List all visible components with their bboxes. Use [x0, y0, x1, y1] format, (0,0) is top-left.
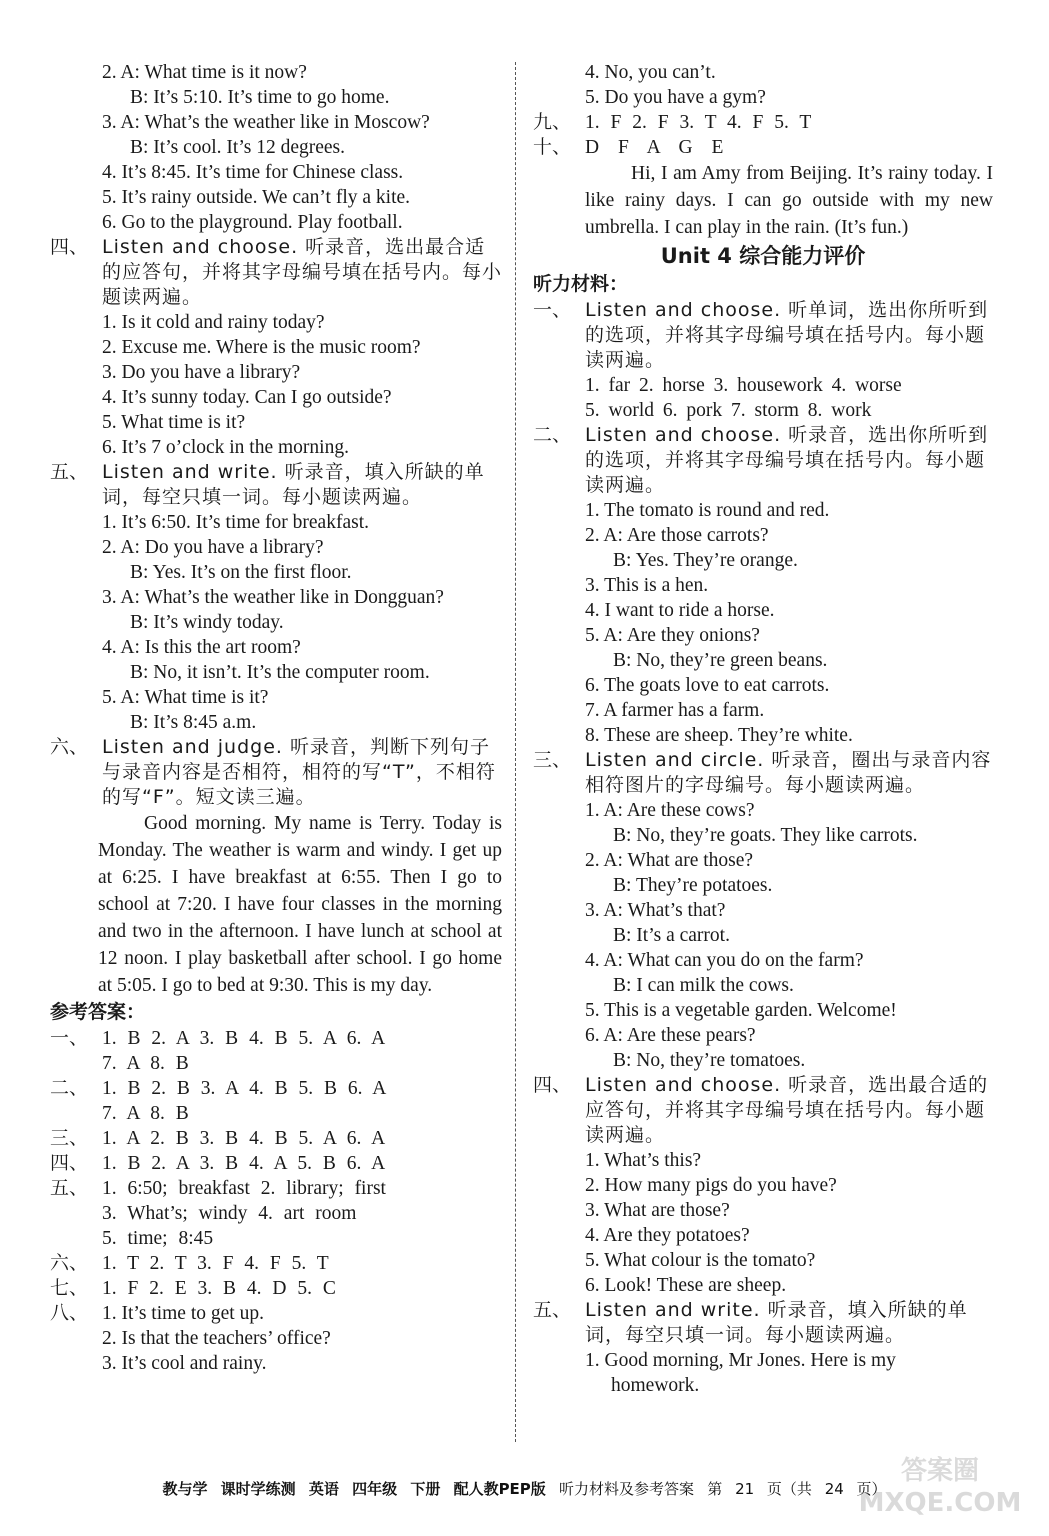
line: 1. The tomato is round and red.	[585, 500, 830, 521]
line: 3. A: What’s the weather like in Dongguan?	[102, 587, 444, 608]
line: B: I can milk the cows.	[613, 975, 794, 996]
line: 6. It’s 7 o’clock in the morning.	[102, 437, 349, 458]
left-column	[50, 60, 502, 1376]
section-marker: 四、	[50, 236, 89, 258]
line: 3. A: What’s the weather like in Moscow?	[102, 112, 430, 133]
section-marker: 四、	[533, 1074, 572, 1096]
answer-text	[102, 1126, 502, 1151]
line: 2. How many pigs do you have?	[585, 1175, 837, 1196]
line: 1. Good morning, Mr Jones. Here is my	[585, 1350, 896, 1371]
answer-row	[50, 1251, 502, 1276]
answer-line: 1. 6:50; breakfast 2. library; first	[102, 1178, 386, 1199]
answers-heading: 参考答案：	[50, 1001, 146, 1023]
answer-text: D F A G E	[585, 137, 724, 158]
instruction-text: Listen and write. 听录音，填入所缺的单词，每空只填一词。每小题读两遍。	[102, 461, 485, 508]
line: 1. Is it cold and rainy today?	[102, 312, 325, 333]
answer-text	[102, 1026, 502, 1076]
answer-line: 1. B 2. A 3. B 4. A 5. B 6. A	[102, 1153, 386, 1174]
line: 4. Are they potatoes?	[585, 1225, 750, 1246]
line: 3. Do you have a library?	[102, 362, 301, 383]
section-marker: 七、	[50, 1277, 89, 1299]
section-marker: 二、	[533, 424, 572, 446]
answer-text	[102, 1301, 502, 1376]
answer-text	[102, 1251, 502, 1276]
line: 3. This is a hen.	[585, 575, 709, 596]
section-6-instructions	[50, 735, 502, 810]
line: B: It’s 5:10. It’s time to go home.	[130, 87, 390, 108]
answer-line: 1. F 2. E 3. B 4. D 5. C	[102, 1278, 336, 1299]
line: B: Yes. It’s on the first floor.	[130, 562, 352, 583]
answer-row	[50, 1276, 502, 1301]
section-marker: 二、	[50, 1077, 89, 1099]
line: 5. It’s rainy outside. We can’t fly a kite.	[102, 187, 411, 208]
instruction-text: Listen and write. 听录音，填入所缺的单词，每空只填一词。每小题读两遍。	[585, 1299, 968, 1346]
line: 5. What colour is the tomato?	[585, 1250, 816, 1271]
section-4-instructions	[533, 1073, 993, 1148]
answer-text	[102, 1076, 502, 1126]
line: homework.	[611, 1375, 700, 1396]
section-marker: 八、	[50, 1302, 89, 1324]
passage-text: Good morning. My name is Terry. Today is Monday. The weather is warm and windy. I get up at 6:25. I have breakfast at 6:55. Then I go to school at 7:20. I have four classes in the morning and two in the afternoon. I have lunch at school at 12 noon. I play basketball after school. I go home at 5:05. I go to bed at 9:30. This is my day.	[98, 813, 502, 996]
line: 5. What time is it?	[102, 412, 246, 433]
section-marker: 三、	[533, 749, 572, 771]
section-5-instructions	[50, 460, 502, 510]
answer-row	[50, 1026, 502, 1076]
unit-title: Unit 4 综合能力评价	[660, 244, 866, 268]
section-marker: 五、	[50, 461, 89, 483]
section-marker: 一、	[533, 299, 572, 321]
line: B: No, they’re green beans.	[613, 650, 828, 671]
line: 6. A: Are these pears?	[585, 1025, 756, 1046]
section-marker: 四、	[50, 1152, 89, 1174]
line: 5. Do you have a gym?	[585, 87, 766, 108]
book-series: 教与学 课时学练测 英语 四年级 下册 配人教PEP版	[162, 1480, 546, 1498]
answer-row	[533, 135, 993, 160]
passage	[50, 810, 502, 999]
line: 3. A: What’s that?	[585, 900, 726, 921]
watermark-text: 答案圈 MXQE.COM	[858, 1456, 1022, 1518]
answer-row	[533, 110, 993, 135]
answer-row	[50, 1151, 502, 1176]
line: 1. far 2. horse 3. housework 4. worse	[585, 375, 902, 396]
section-marker: 五、	[50, 1177, 89, 1199]
line: B: It’s a carrot.	[613, 925, 730, 946]
line: 6. Go to the playground. Play football.	[102, 212, 403, 233]
line: B: No, they’re goats. They like carrots.	[613, 825, 918, 846]
line: B: No, they’re tomatoes.	[613, 1050, 806, 1071]
line: B: No, it isn’t. It’s the computer room.	[130, 662, 430, 683]
page-number: 第 21 页（共 24 页）	[707, 1480, 887, 1498]
section-marker: 一、	[50, 1027, 89, 1049]
section-marker: 六、	[50, 1252, 89, 1274]
watermark-logo	[850, 1455, 1030, 1525]
line: 2. A: Are those carrots?	[585, 525, 769, 546]
line: 1. What’s this?	[585, 1150, 702, 1171]
answer-text	[102, 1151, 502, 1176]
answer-line: 5. time; 8:45	[102, 1228, 214, 1249]
line: 2. Excuse me. Where is the music room?	[102, 337, 421, 358]
line: 5. world 6. pork 7. storm 8. work	[585, 400, 872, 421]
line: 5. A: Are they onions?	[585, 625, 760, 646]
line: 4. A: Is this the art room?	[102, 637, 301, 658]
section-1-instructions	[533, 298, 993, 373]
footer-section: 听力材料及参考答案	[559, 1480, 695, 1498]
answer-text: 1. F 2. F 3. T 4. F 5. T	[585, 112, 812, 133]
answer-line: 7. A 8. B	[102, 1053, 189, 1074]
instruction-text: Listen and choose. 听录音，选出最合适的应答句，并将其字母编号填在括号内。每小题读两遍。	[102, 236, 503, 308]
line: 1. It’s 6:50. It’s time for breakfast.	[102, 512, 369, 533]
line: B: It’s windy today.	[130, 612, 284, 633]
answer-line: 1. B 2. A 3. B 4. B 5. A 6. A	[102, 1028, 386, 1049]
instruction-text: Listen and judge. 听录音，判断下列句子与录音内容是否相符，相符的写“T”，不相符的写“F”。短文读三遍。	[102, 736, 496, 808]
line: 6. Look! These are sheep.	[585, 1275, 787, 1296]
line: 4. It’s 8:45. It’s time for Chinese class.	[102, 162, 404, 183]
line: 5. This is a vegetable garden. Welcome!	[585, 1000, 897, 1021]
line: 6. The goats love to eat carrots.	[585, 675, 830, 696]
answer-line: 1. T 2. T 3. F 4. F 5. T	[102, 1253, 329, 1274]
line: 4. A: What can you do on the farm?	[585, 950, 864, 971]
instruction-text: Listen and choose. 听录音，选出最合适的应答句，并将其字母编号填在括号内。每小题读两遍。	[585, 1074, 989, 1146]
line: B: They’re potatoes.	[613, 875, 773, 896]
right-column	[533, 60, 993, 1398]
line: 2. A: What are those?	[585, 850, 754, 871]
section-marker: 三、	[50, 1127, 89, 1149]
section-2-instructions	[533, 423, 993, 498]
answer-line: 1. A 2. B 3. B 4. B 5. A 6. A	[102, 1128, 386, 1149]
line: 2. A: Do you have a library?	[102, 537, 324, 558]
answer-row	[50, 1176, 502, 1251]
answer-line: 2. Is that the teachers’ office?	[102, 1328, 331, 1349]
section-marker: 六、	[50, 736, 89, 758]
answer-line: 7. A 8. B	[102, 1103, 189, 1124]
line: 8. These are sheep. They’re white.	[585, 725, 853, 746]
line: 2. A: What time is it now?	[102, 62, 307, 83]
answer-line: 3. It’s cool and rainy.	[102, 1353, 267, 1374]
line: 5. A: What time is it?	[102, 687, 269, 708]
section-marker: 十、	[533, 136, 572, 158]
section-5-instructions	[533, 1298, 993, 1348]
answer-row	[50, 1126, 502, 1151]
answer-line: 1. B 2. B 3. A 4. B 5. B 6. A	[102, 1078, 387, 1099]
answer-text	[102, 1176, 502, 1251]
answer-line: 3. What’s; windy 4. art room	[102, 1203, 357, 1224]
line: 4. I want to ride a horse.	[585, 600, 775, 621]
section-marker: 九、	[533, 111, 572, 133]
line: B: Yes. They’re orange.	[613, 550, 798, 571]
passage-text: Hi, I am Amy from Beijing. It’s rainy today. I like rainy days. I can go outside with my new umbrella. I can play in the rain. (It’s fun.)	[585, 163, 993, 238]
line: 4. No, you can’t.	[585, 62, 716, 83]
instruction-text: Listen and circle. 听录音，圈出与录音内容相符图片的字母编号。每小题读两遍。	[585, 749, 992, 796]
line: 3. What are those?	[585, 1200, 730, 1221]
line: B: It’s 8:45 a.m.	[130, 712, 257, 733]
line: 1. A: Are these cows?	[585, 800, 755, 821]
section-marker: 五、	[533, 1299, 572, 1321]
line: B: It’s cool. It’s 12 degrees.	[130, 137, 346, 158]
instruction-text: Listen and choose. 听单词，选出你所听到的选项，并将其字母编号填在括号内。每小题读两遍。	[585, 299, 989, 371]
passage	[533, 160, 993, 241]
line: 4. It’s sunny today. Can I go outside?	[102, 387, 392, 408]
column-divider	[515, 62, 516, 1442]
section-3-instructions	[533, 748, 993, 798]
instruction-text: Listen and choose. 听录音，选出你所听到的选项，并将其字母编号填在括号内。每小题读两遍。	[585, 424, 989, 496]
answer-row	[50, 1301, 502, 1376]
answer-row	[50, 1076, 502, 1126]
listening-heading: 听力材料：	[533, 273, 629, 295]
line: 7. A farmer has a farm.	[585, 700, 765, 721]
answer-line: 1. It’s time to get up.	[102, 1303, 264, 1324]
section-4-instructions	[50, 235, 502, 310]
answer-text	[102, 1276, 502, 1301]
